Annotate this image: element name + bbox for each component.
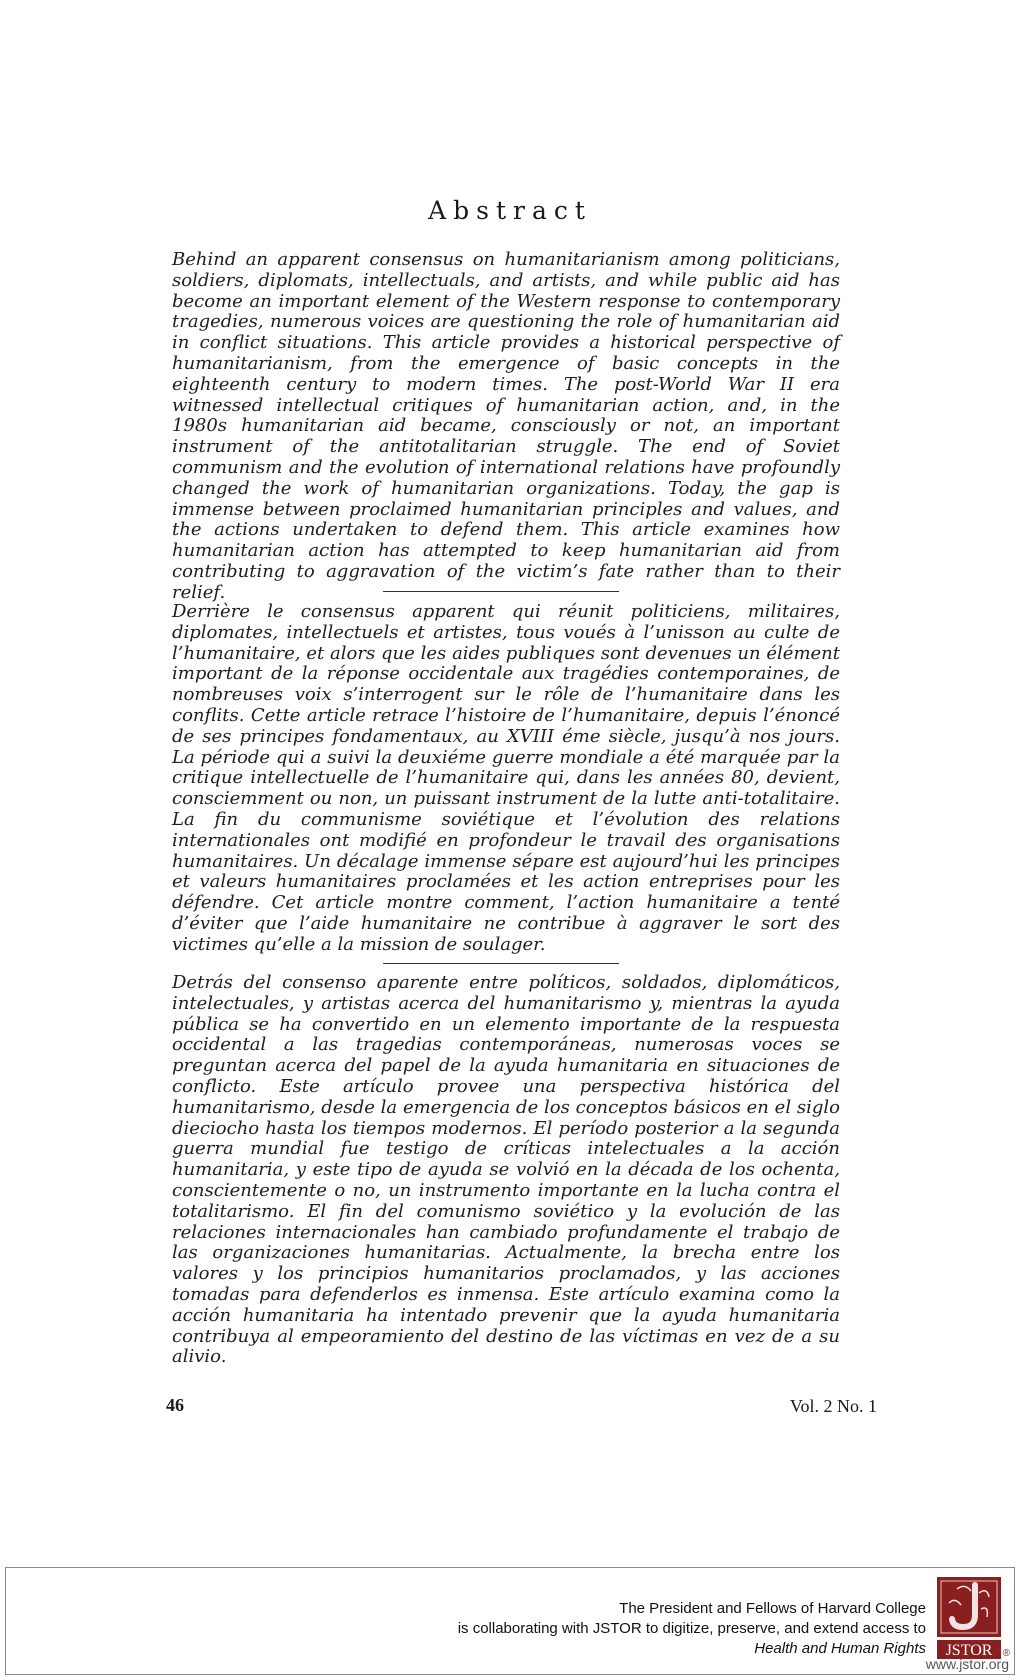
banner-line-collaboration: is collaborating with JSTOR to digitize, preserve, and extend access to (457, 1620, 926, 1637)
jstor-url-link[interactable]: www.jstor.org (925, 1656, 1009, 1672)
jstor-banner (5, 1567, 1015, 1675)
jstor-banner-text (458, 1599, 926, 1659)
abstract-heading: Abstract (428, 196, 592, 225)
volume-label: Vol. 2 No. 1 (789, 1396, 877, 1416)
banner-journal-link[interactable]: Health and Human Rights (754, 1640, 926, 1657)
page-number: 46 (166, 1395, 184, 1415)
section-divider (383, 591, 619, 592)
abstract-french: Derrière le consensus apparent qui réunit politiciens, militaires, diplomates, intellectuels et artistes, tous voués à l’unisson au culte de l’humanitaire, et alors que les aides publiques sont devenues un élément important de la réponse occidentale aux tragédies contemporaines, de nombreuses voix s’interrogent sur le rôle de l’humanitaire dans les conflits. Cette article retrace l’histoire de l’humanitaire, depuis l’énoncé de ses principes fondamentaux, au XVIII éme siècle, jusqu’à nos jours. La période qui a suivi la deuxiéme guerre mondiale a été marquée par la critique intellectuelle de l’humanitaire qui, dans les années 80, devient, consciemment ou non, un puissant instrument de la lutte anti-totalitaire. La fin du communisme soviétique et l’évolution des relations internationales ont modifié en profondeur le travail des organisations humanitaires. Un décalage immense sépare est aujourd’hui les principes et valeurs humanitaires proclamées et les action entreprises pour les défendre. Cet article montre comment, l’action humanitaire a tenté d’éviter que l’aide humanitaire ne contribue à aggraver le sort des victimes qu’elle a la mission de soulager. (172, 601, 840, 955)
jstor-logo-icon[interactable] (935, 1575, 1003, 1661)
registered-mark: ® (1002, 1648, 1010, 1659)
abstract-spanish: Detrás del consenso aparente entre políticos, soldados, diplomáticos, intelectuales, y artistas acerca del humanitarismo y, mientras la ayuda pública se ha convertido en un elemento importante de la respuesta occidental a las tragedias contemporáneas, numerosas voces se preguntan acerca del papel de la ayuda humanitaria en situaciones de conflicto. Este artículo provee una perspectiva histórica del humanitarismo, desde la emergencia de los conceptos básicos en el siglo dieciocho hasta los tiempos modernos. El período posterior a la segunda guerra mundial fue testigo de críticas intelectuales a la acción humanitaria, y este tipo de ayuda se volvió en la década de los ochenta, conscientemente o no, un instrumento importante en la lucha contra el totalitarismo. El fin del comunismo soviético y la evolución de las relaciones internacionales han cambiado profundamente el trabajo de las organizaciones humanitarias. Actualmente, la brecha entre los valores y los principios humanitarios proclamados, y las acciones tomadas para defenderlos es inmensa. Este artículo examina como la acción humanitaria ha intentado prevenir que la ayuda humanitaria contribuya al empeoramiento del destino de las víctimas en vez de a su alivio. (172, 972, 840, 1368)
abstract-english: Behind an apparent consensus on humanitarianism among politicians, soldiers, diplomats, intellectuals, and artists, and while public aid has become an important element of the Western response to contemporary tragedies, numerous voices are questioning the role of humanitarian aid in conflict situations. This article provides a historical perspective of humanitarianism, from the emergence of basic concepts in the eighteenth century to modern times. The post-World War II era witnessed intellectual critiques of humanitarian action, and, in the 1980s humanitarian aid became, consciously or not, an important instrument of the antitotalitarian struggle. The end of Soviet communism and the evolution of international relations have profoundly changed the work of humanitarian organizations. Today, the gap is immense between proclaimed humanitarian principles and values, and the actions undertaken to defend them. This article examines how humanitarian action has attempted to keep humanitarian aid from contributing to aggravation of the victim’s fate rather than to their relief. (172, 249, 840, 603)
banner-line-publisher: The President and Fellows of Harvard College (619, 1600, 926, 1617)
jstor-logo-text: JSTOR (945, 1642, 993, 1659)
section-divider (383, 963, 619, 964)
